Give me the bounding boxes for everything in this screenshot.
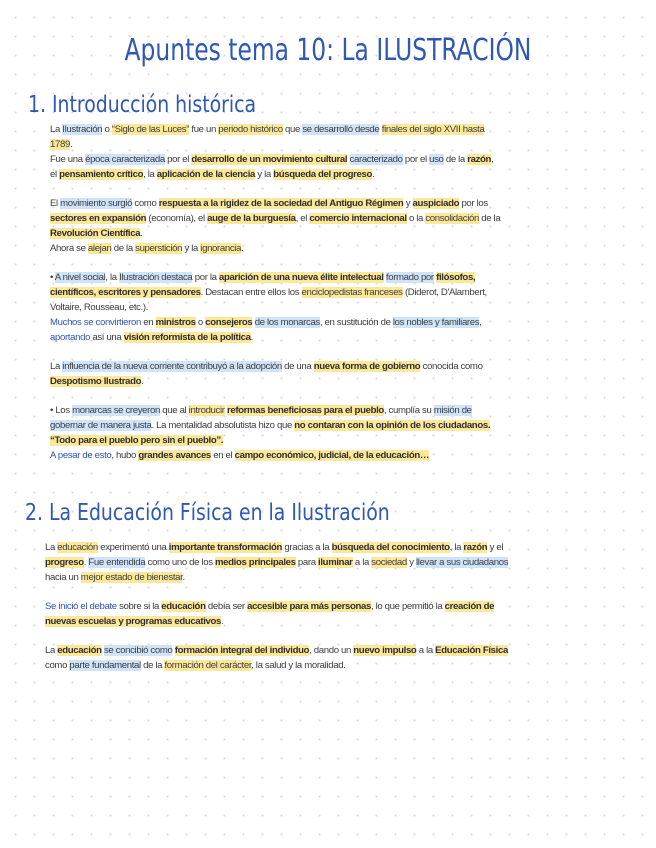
text-line [45,614,625,629]
highlighted-text: grandes avances [138,450,211,461]
highlighted-text: consolidación [425,213,479,224]
text-segment: o la [406,213,426,224]
section-body-educacion-fisica [45,540,625,673]
highlighted-text: reformas beneficiosas para el pueblo [226,405,384,416]
text-segment: , el [295,213,310,224]
text-line [50,300,610,315]
text-line [50,448,610,463]
text-line [50,196,610,211]
highlighted-text: sectores en expansión [50,213,147,224]
highlighted-text: movimiento surgió [60,198,133,209]
text-segment: o [195,317,206,328]
highlighted-text: accesible para más personas [247,601,371,612]
highlighted-text: ignorancia [200,243,242,254]
highlighted-text: “Todo para el pueblo pero sin el pueblo”. [50,435,224,446]
text-line [50,315,610,330]
text-line [50,418,610,433]
highlighted-text: científicos, escritores y pensadores [50,287,201,298]
highlighted-text: creación de [444,601,495,612]
text-segment: . [69,139,73,150]
text-segment: y el [487,542,504,553]
text-segment: , la salud y la moralidad. [251,660,346,671]
text-segment: • Los [50,405,73,416]
highlighted-text: iluminar [318,557,353,568]
highlighted-text: progreso [45,557,84,568]
text-segment: en [140,317,156,328]
text-segment: , [491,154,494,165]
highlighted-text: gobernar de manera justa [50,420,152,431]
text-segment: Ahora se [50,243,88,254]
text-line [50,167,610,182]
text-segment: Fue una [50,154,86,165]
text-segment: La [50,124,63,135]
text-line [50,137,610,152]
highlighted-text: filósofos, [436,272,476,283]
highlighted-text: sociedad [371,557,407,568]
text-segment: . [141,376,144,387]
highlighted-text: razón [467,154,492,165]
text-segment: en el [210,450,235,461]
highlighted-text: auspiciado [412,198,460,209]
highlighted-text: mejor estado de bienestar [80,572,183,583]
text-segment: • [50,272,55,283]
highlighted-text: no contaran con la opinión de los ciudadanos. [294,420,491,431]
text-segment: a la [352,557,372,568]
highlighted-text: llevar a sus ciudadanos [415,557,509,568]
highlighted-text: monarcas se creyeron [72,405,160,416]
text-segment: . [83,557,89,568]
text-segment: . [140,228,143,239]
highlighted-text: ministros [155,317,196,328]
highlighted-text: finales del siglo XVII hasta [381,124,485,135]
text-segment: como uno de los [145,557,215,568]
text-segment: A pesar de esto [50,450,112,461]
text-segment: gracias a la [282,542,332,553]
text-segment: hacia un [45,572,81,583]
text-segment: por el [402,154,430,165]
text-segment: Se inició el debate [45,601,117,612]
highlighted-text: nuevas escuelas y programas educativos [45,616,222,627]
text-line [45,540,625,555]
text-segment: como [132,198,159,209]
section-title-educacion-fisica: 2. La Educación Física en la Ilustración [25,500,390,526]
paragraph-gap [50,389,610,403]
text-segment: sobre si la [116,601,162,612]
text-segment: así una [90,332,124,343]
highlighted-text: “Siglo de las Luces” [111,124,190,135]
text-segment: . [182,572,185,583]
highlighted-text: búsqueda del progreso [273,169,372,180]
highlighted-text: periodo histórico [218,124,283,135]
highlighted-text: los nobles y familiares [392,317,480,328]
text-line [50,403,610,418]
highlighted-text: formado por [385,272,434,283]
text-segment: (economía), el [146,213,208,224]
text-segment: La [45,645,58,656]
text-line [45,658,625,673]
text-segment: , la [105,272,120,283]
highlighted-text: uso [429,154,444,165]
highlighted-text: formación del carácter [164,660,252,671]
paragraph-gap [50,345,610,359]
text-segment: y [406,557,416,568]
text-segment: a la [416,645,436,656]
highlighted-text: Despotismo Ilustrado [50,376,142,387]
text-segment: . [221,616,224,627]
highlighted-text: campo económico, judicial, de la educación… [234,450,430,461]
text-segment: de una [281,361,314,372]
paragraph-gap [50,256,610,270]
text-segment: el [50,169,60,180]
highlighted-text: superstición [135,243,183,254]
highlighted-text: aparición de una nueva élite intelectual [218,272,384,283]
text-segment: . Destacan entre ellos los [200,287,302,298]
text-segment: por la [192,272,219,283]
highlighted-text: Revolución Científica [50,228,141,239]
text-segment: , cumplía su [383,405,434,416]
text-segment: y [403,198,413,209]
text-segment: que al [159,405,189,416]
text-segment: y la [255,169,274,180]
section-title-introduccion: 1. Introducción histórica [28,92,257,118]
highlighted-text: se desarrolló desde [302,124,380,135]
text-segment: , la [143,169,157,180]
highlighted-text: época caracterizada [85,154,165,165]
text-line [50,330,610,345]
highlighted-text: pensamiento crítico [59,169,144,180]
text-line [50,152,610,167]
highlighted-text: enciclopedistas franceses [301,287,403,298]
highlighted-text: razón [463,542,488,553]
text-line [45,570,625,585]
text-segment: de la [478,213,501,224]
text-segment: , lo que permitió la [370,601,445,612]
highlighted-text: caracterizado [349,154,403,165]
text-segment: (Diderot, D'Alambert, [402,287,487,298]
highlighted-text: visión reformista de la política [123,332,251,343]
text-segment: , hubo [111,450,139,461]
text-line [45,555,625,570]
highlighted-text: comercio internacional [309,213,407,224]
section-body-introduccion [50,122,610,463]
text-line [50,211,610,226]
text-segment: experimentó una [97,542,169,553]
highlighted-text: desarrollo de un movimiento cultural [191,154,348,165]
paragraph-gap [45,629,625,643]
highlighted-text: consejeros [205,317,253,328]
text-segment: y la [182,243,201,254]
text-line [50,285,610,300]
highlighted-text: formación integral del individuo [174,645,310,656]
highlighted-text: Fue entendida [88,557,146,568]
text-segment: Voltaire, Rousseau, etc.). [50,302,149,313]
highlighted-text: aplicación de la ciencia [156,169,256,180]
highlighted-text: influencia de la nueva corriente contribuyó a la adopción [62,361,282,372]
text-segment: de la [443,154,468,165]
highlighted-text: A nivel social [54,272,106,283]
text-line [45,643,625,658]
text-segment: , en sustitución de [319,317,393,328]
paragraph-gap [45,585,625,599]
highlighted-text: auge de la burguesía [207,213,296,224]
text-segment: por el [164,154,192,165]
text-segment: , dando un [309,645,354,656]
highlighted-text: importante transformación [168,542,283,553]
highlighted-text: nuevo impulso [353,645,417,656]
highlighted-text: 1789 [50,139,70,150]
highlighted-text: se concibió como [103,645,173,656]
highlighted-text: respuesta a la rigidez de la sociedad del Antiguo Régimen [158,198,404,209]
page-title: Apuntes tema 10: La ILUSTRACIÓN [124,33,532,68]
text-segment: La [50,361,63,372]
text-line [50,359,610,374]
text-segment: . [371,169,375,180]
text-segment: , la [449,542,464,553]
text-line [45,599,625,614]
highlighted-text: nueva forma de gobierno [313,361,421,372]
text-segment: fue un [189,124,219,135]
highlighted-text: introducir [188,405,225,416]
highlighted-text: educación [57,542,98,553]
highlighted-text: educación [57,645,102,656]
text-segment: . [250,332,253,343]
text-segment: por los [459,198,488,209]
text-segment: como [45,660,70,671]
text-segment: para [295,557,319,568]
text-segment: aportando [50,332,91,343]
highlighted-text: misión de [433,405,472,416]
text-segment: . La mentalidad absolutista hizo que [151,420,295,431]
highlighted-text: educación [161,601,206,612]
text-line [50,374,610,389]
text-line [50,241,610,256]
text-segment: conocida como [420,361,483,372]
text-line [50,270,610,285]
highlighted-text: parte fundamental [69,660,141,671]
highlighted-text: Ilustración destaca [119,272,193,283]
highlighted-text: alejan [87,243,112,254]
text-segment: debía ser [205,601,248,612]
highlighted-text: medios principales [215,557,296,568]
text-segment: de la [140,660,165,671]
text-segment: Muchos se convirtieron [50,317,141,328]
text-segment: que [282,124,303,135]
text-segment: . [241,243,244,254]
highlighted-text: de los monarcas [254,317,320,328]
text-segment: La [45,542,58,553]
text-segment: , [479,317,482,328]
paragraph-gap [50,182,610,196]
highlighted-text: búsqueda del conocimiento [331,542,450,553]
text-line [50,122,610,137]
text-line [50,433,610,448]
text-segment: El [50,198,61,209]
text-segment: de la [111,243,136,254]
text-line [50,226,610,241]
highlighted-text: Educación Física [435,645,508,656]
highlighted-text: Ilustración [62,124,103,135]
text-segment: o [102,124,112,135]
